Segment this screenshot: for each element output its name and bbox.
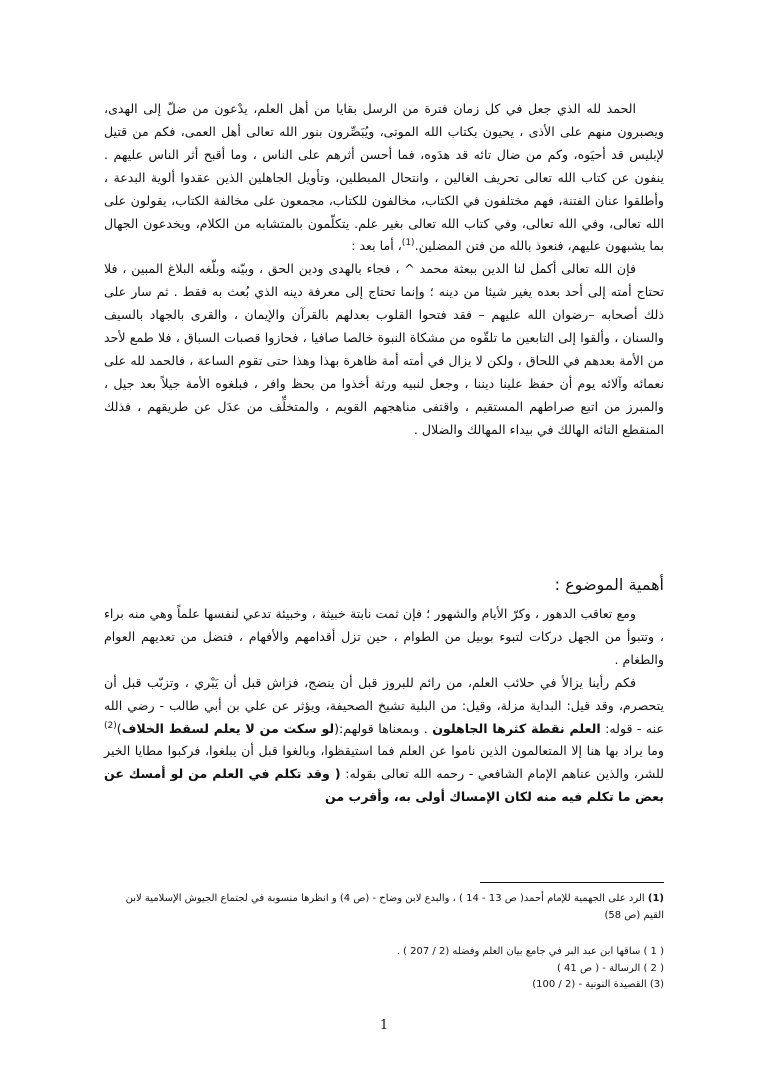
footnote-ref-2: (2) [104,720,117,731]
topic-continuation: وما يراد بها هنا إلا المتعالمون الذين ناموا عن العلم فما استيقظوا، وبالغوا قبل أن يبلغوا، فركبوا مطايا الخير للشر، والذين عناهم الإمام الشافعي - رحمه الله تعالى بقوله: [104,743,664,782]
page-number: 1 [379,1018,389,1033]
section-heading: أهمية الموضوع : [554,575,664,594]
quote-close: ) [116,720,122,736]
quote-khilaf: لو سكت من لا يعلم لسقط الخلاف [121,720,335,736]
footnote-block [104,890,664,924]
topic-text: فكم رأينا يزالأ في حلائب العلم، من رائم للبروز قبل أن ينضج، فزاش قبل أن يَبْري ، وتزبّب قبل أن يتحصرم، وقد قيل: البداية مزلة، وقيل: من البلية تشيخ الصحيفة، ويؤثر عن علي بن أبي طالب - رضي الله عنه - قوله: [104,674,664,736]
endnote-item: ( 1 ) ساقها ابن عبد البر في جامع بيان العلم وفضله (2 / 207 ) . [396,946,664,957]
endnote-item: (3) القصيدة النونية - (2 / 100) [532,979,664,990]
footnote-separator [480,882,664,883]
quote-ali: العلم نقطة كثرها الجاهلون [432,720,601,736]
endnote-item: ( 2 ) الرسالة - ( ص 41 ) [556,962,664,974]
topic-paragraph-1: ومع تعاقب الدهور ، وكرّ الأيام والشهور ؛ فإن ثمت نابتة خبيثة ، وخبيئة تدعي لنفسها علماً وهي منه براء ، وتتبوأ من الجهل دركات لتبوء بوبيل من الطوام ، حين تزل أقدامهم والأفهام ، فتضل من تعديهم العوام والطغام . [104,606,664,667]
footnote-number: (1) [647,893,664,904]
footnote-1 [104,890,664,924]
topic-section [104,603,664,809]
intro-section [104,98,664,442]
footnote-text: الرد على الجهمية للإمام أحمد( ص 13 - 14 ) ، والبدع لابن وضاح - (ص 4) و انظرها منسوبة في لجتماع الجيوش الإسلامية لابن القيم (ص 58) [125,893,664,921]
topic-paragraph-2 [104,672,664,809]
footnote-ref-1: (1) [401,238,415,249]
endnote-list [104,944,664,994]
intro-text: الحمد لله الذي جعل في كل زمان فترة من الرسل بقايا من أهل العلم، يدْعون من ضلّ إلى الهدى، ويصبرون منهم على الأذى ، يحيون بكتاب الله الموتى، ويُبَصِّرون بنور الله تعالى أهل العمى، فكم من قتيل لإبليس قد أحيَوه، وكم من ضال تائه قد هدَوه، فما أحسن أثرهم على الناس ، وما أقبح أثر الناس عليهم . ينفون عن كتاب الله تعالى تحريف الغالين ، وانتحال المبطلين، وتأويل الجاهلين الذين عقدوا ألوية البدعة ، وأطلقوا عنان الفتنة، فهم مختلفون في الكتاب، مخالفون للكتاب، مجمعون على مخالفة الكتاب، يقولون على الله تعالى، وفي الله تعالى، وفي كتاب الله تعالى بغير علم. يتكلّمون بالمتشابه من الكلام، ويخدعون الجهال بما يشبهون عليهم، فنعوذ بالله من فتن المضلين. [104,101,664,254]
main-paragraph: فإن الله تعالى أكمل لنا الدين ببعثة محمد ^ ، فجاء بالهدى ودين الحق ، وبيّنه وبلّغه البلاغ المبين ، فلا تحتاج أمته إلى أحد بعده يغير شيئا من دينه ؛ وإنما تحتاج إلى معرفة دينه الذي بُعث به فقط . ثم سار على ذلك أصحابه –رضوان الله عليهم – فقد فتحوا القلوب بعدلهم بالقرآن والإيمان ، والقرى بالجهاد بالسيف والسنان ، وألقوا إلى التابعين ما تلقّوه من مشكاة النبوة خالصا صافيا ، فحازوا قصبات السباق ، فلا طمع لأحد من الأمة بعدهم في اللحاق ، ولكن لا يزال في أمته أمة ظاهرة بهذا وهذا حتى تقوم الساعة ، فالحمد لله على نعمائه وآلائه يوم أن حفظ علينا ديننا ، وجعل لنبيه ورثة أخذوا من بحظ وافر ، فبلغوه الأمة جيلاً بعد جيل ، والمبرز من اتبع صراطهم المستقيم ، واقتفى مناهجهم القويم ، والمتخلِّف من عدَل عن طريقهم ، فذلك المنقطع التائه الهالك في بيداء المهالك والضلال . [104,261,664,437]
intro-tail: ، أما بعد : [351,238,402,254]
quote-shafii: ( وقد تكلم في العلم من لو أمسك عن بعض ما تكلم فيه منه لكان الإمساك أولى به، وأقرب من [104,766,664,805]
quote-intro: . وبمعناها قولهم:( [334,720,428,736]
intro-paragraph [104,98,664,258]
